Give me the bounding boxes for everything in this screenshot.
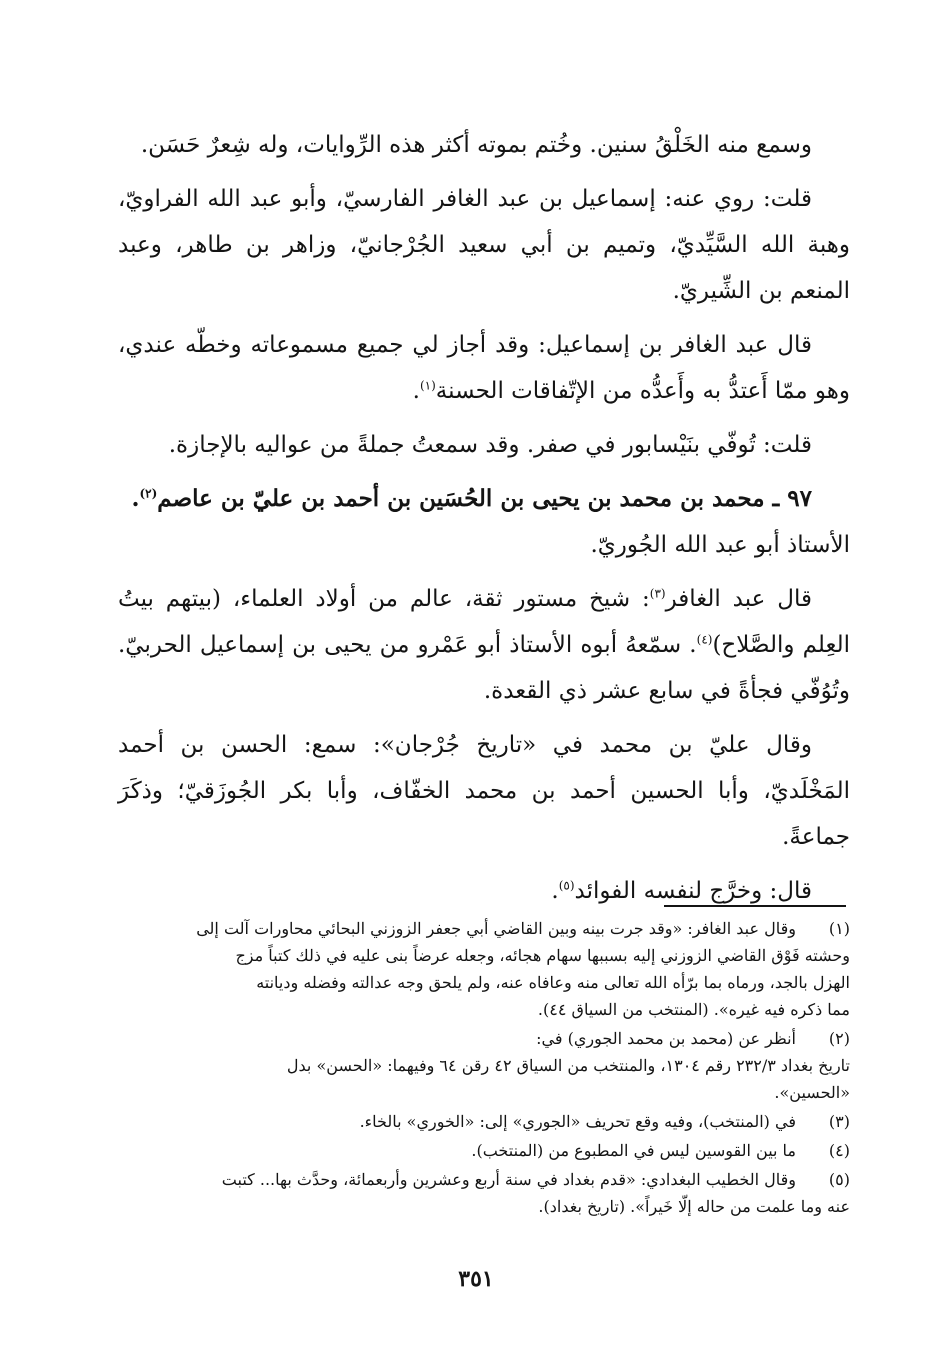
paragraph-7-end: . [551, 878, 559, 904]
footnote-number: (٣) [828, 1112, 850, 1131]
paragraph-1 [118, 122, 850, 168]
paragraph-6 [118, 722, 850, 860]
paragraph-7 [118, 868, 850, 914]
footnote-ref-5: (٥) [558, 878, 575, 893]
footnote-line: تاريخ بغداد ٢٣٢/٣ رقم ١٣٠٤، والمنتخب من السياق ٤٢ رقن ٦٤ وفيهما: «الحسن» بدل [286, 1056, 850, 1075]
footnote-line: وقال الخطيب البغدادي: «قدم بغداد في سنة أربع وعشرين وأربعمائة، وحدَّث بها... كتبت [221, 1170, 796, 1189]
footnote-body [130, 1025, 850, 1106]
footnote-body [130, 1166, 850, 1220]
footnote-line: في (المنتخب)، وفيه وقع تحريف «الجوري» إلى: «الخوري» بالخاء. [359, 1112, 796, 1131]
page-number: ٣٥١ [458, 1266, 494, 1292]
footnote-line: «الحسين». [774, 1083, 850, 1102]
paragraph-4 [118, 422, 850, 468]
paragraph-4-text: قلت: تُوفّي بنَيْسابور في صفر. وقد سمعتُ جملةً من عواليه بالإجازة. [168, 432, 812, 458]
paragraph-3-text: قال عبد الغافر بن إسماعيل: وقد أجاز لي جميع مسموعاته وخطّه عندي، وهو ممّا أَعتدُّ به وأَعدُّه من الإتّفاقات الحسنة [118, 332, 850, 404]
paragraph-5-c: . سمّعهُ أبوه الأستاذ أبو عَمْرو من يحيى بن إسماعيل الحربيّ. وتُوُفّي فجأةً في سابع عشر ذي القعدة. [118, 632, 850, 704]
footnote-body [130, 915, 850, 1023]
paragraph-2 [118, 176, 850, 314]
paragraph-3-end: . [412, 378, 420, 404]
paragraph-2-text: قلت: روي عنه: إسماعيل بن عبد الغافر الفارسيّ، وأبو عبد الله الفراويّ، وهبة الله السَّيِّديّ، وتميم بن أبي سعيد الجُرْجانيّ، وزاهر بن طاهر، وعبد المنعم بن الشِّيريّ. [118, 186, 850, 304]
footnote-number: (٢) [828, 1029, 850, 1048]
footnote-ref-1: (١) [419, 378, 436, 393]
footnote-line: وحشته فَوْق القاضي الزوزني إليه بسببها سهام هجائه، وجعله عرضاً بنى عليه في ذلك كتباً مزج [235, 946, 850, 965]
footnote-2 [130, 1025, 850, 1106]
paragraph-6-text: وقال عليّ بن محمد في «تاريخ جُرْجان»: سمع: الحسن بن أحمد المَخْلَديّ، وأبا الحسين أحمد بن محمد الخفّاف، وأبا بكر الجُوزَقيّ؛ وذكَرَ جماعةً. [118, 732, 850, 850]
footnote-body [130, 1108, 796, 1135]
footnote-ref-2: (٢) [139, 486, 158, 501]
entry-heading-text: ٩٧ ـ محمد بن محمد بن يحيى بن الحُسَين بن أحمد بن عليّ بن عاصم [157, 485, 812, 512]
entry-subtitle-text: الأستاذ أبو عبد الله الجُوريّ. [590, 532, 850, 558]
paragraph-7-text: قال: وخرَّج لنفسه الفوائد [574, 878, 812, 904]
footnote-number: (١) [828, 919, 850, 938]
footnote-number: (٤) [828, 1141, 850, 1160]
paragraph-5-b: : شيخ مستور ثقة، عالم من أولاد العلماء، (بيتهم بيتُ العِلم والصَّلاح) [118, 586, 850, 658]
entry-heading [118, 476, 850, 522]
footnote-ref-4: (٤) [696, 632, 713, 647]
footnote-1 [130, 915, 850, 1023]
footnote-separator [664, 905, 846, 907]
footnote-ref-3: (٣) [649, 586, 666, 601]
paragraph-5-a: قال عبد الغافر [665, 586, 812, 612]
footnote-line: وقال عبد الغافر: «وقد جرت بينه وبين القاضي أبي جعفر الزوزني البحائي محاورات آلت إلى [196, 919, 796, 938]
footnote-5 [130, 1166, 850, 1220]
footnote-4 [130, 1137, 850, 1164]
footnotes [130, 915, 850, 1222]
footnote-line: ما بين القوسين ليس في المطبوع من (المنتخب). [471, 1141, 796, 1160]
footnote-line: عنه وما علمت من حاله إلّا خَيراً». (تاريخ بغداد). [538, 1197, 850, 1216]
footnote-line: مما ذكره فيه غيره». (المنتخب من السياق ٤٤). [537, 1000, 850, 1019]
paragraph-3 [118, 322, 850, 414]
footnote-line: الهزل بالجد، ورماه بما برّأه الله تعالى منه وعافاه عنه، ولم يلحق وجه عدالته وفضله وديانته [256, 973, 850, 992]
footnote-3 [130, 1108, 850, 1135]
footnote-line: أنظر عن (محمد بن محمد الجوري) في: [536, 1029, 796, 1048]
entry-heading-end: . [131, 485, 140, 512]
footnote-number: (٥) [828, 1170, 850, 1189]
paragraph-1-text: وسمع منه الخَلْقُ سنين. وخُتم بموته أكثر هذه الرِّوايات، وله شِعرٌ حَسَن. [140, 132, 812, 158]
main-text [118, 122, 850, 922]
paragraph-5 [118, 576, 850, 714]
footnote-body [130, 1137, 796, 1164]
entry-subtitle [118, 522, 850, 568]
